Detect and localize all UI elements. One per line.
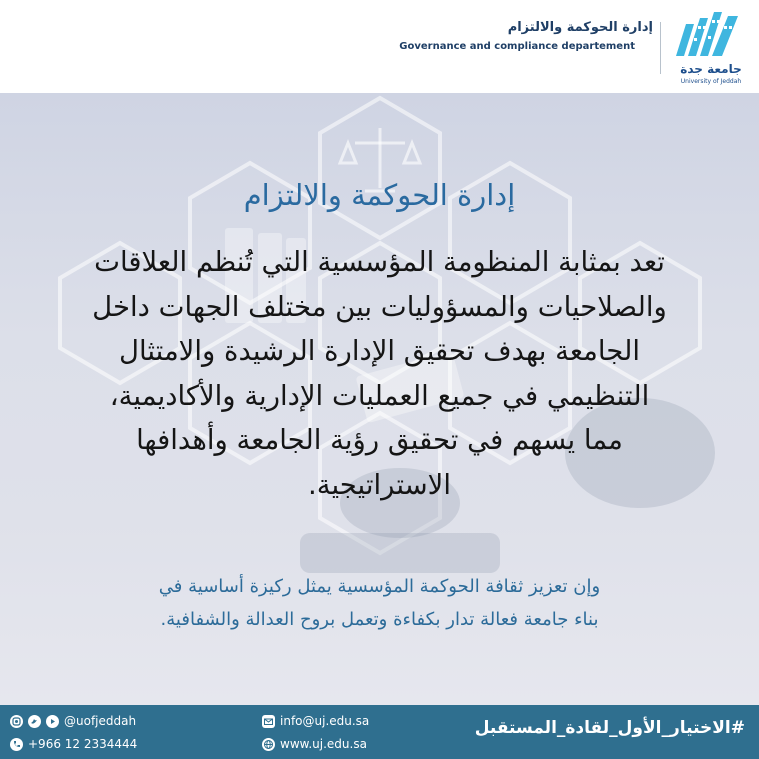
- social-links: [10, 714, 136, 728]
- header-divider: [660, 22, 661, 74]
- description-paragraph: [40, 240, 719, 507]
- sub-line: وإن تعزيز ثقافة الحوكمة المؤسسية يمثل ركيزة أساسية في: [158, 576, 601, 597]
- description-line: مما يسهم في تحقيق رؤية الجامعة وأهدافها: [136, 424, 623, 456]
- main-content: [0, 93, 759, 705]
- instagram-icon[interactable]: [10, 715, 23, 728]
- youtube-icon[interactable]: [46, 715, 59, 728]
- hashtag-slogan: #الاختيار_الأول_لقادة_المستقبل: [474, 718, 745, 738]
- header: [0, 0, 759, 93]
- logo-mark-icon: [668, 6, 754, 62]
- website-url[interactable]: www.uj.edu.sa: [280, 737, 367, 751]
- description-line: تعد بمثابة المنظومة المؤسسية التي تُنظم العلاقات: [94, 246, 665, 278]
- email-icon: [262, 715, 275, 728]
- sub-paragraph: [40, 570, 719, 636]
- website-contact: [262, 737, 367, 751]
- logo-name-arabic: جامعة جدة: [680, 62, 742, 76]
- main-title: إدارة الحوكمة والالتزام: [243, 178, 516, 212]
- department-name-english: Governance and compliance departement: [399, 41, 635, 52]
- twitter-icon[interactable]: [28, 715, 41, 728]
- phone-icon: [10, 738, 23, 751]
- logo-name-english: University of Jeddah: [680, 78, 742, 85]
- department-name-arabic: إدارة الحوكمة والالتزام: [507, 20, 653, 35]
- phone-number[interactable]: +966 12 2334444: [28, 737, 138, 751]
- university-logo[interactable]: [668, 6, 754, 90]
- sub-line: بناء جامعة فعالة تدار بكفاءة وتعمل بروح العدالة والشفافية.: [160, 609, 599, 630]
- description-line: الاستراتيجية.: [308, 468, 451, 501]
- email-address[interactable]: info@uj.edu.sa: [280, 714, 370, 728]
- social-handle[interactable]: @uofjeddah: [64, 714, 137, 728]
- description-line: الجامعة بهدف تحقيق الإدارة الرشيدة والامتثال: [119, 335, 640, 367]
- phone-contact: [10, 737, 137, 751]
- globe-icon: [262, 738, 275, 751]
- email-contact: [262, 714, 369, 728]
- description-line: والصلاحيات والمسؤوليات بين مختلف الجهات داخل: [92, 290, 667, 323]
- description-line: التنظيمي في جميع العمليات الإدارية والأكاديمية،: [109, 379, 650, 412]
- footer: [0, 705, 759, 759]
